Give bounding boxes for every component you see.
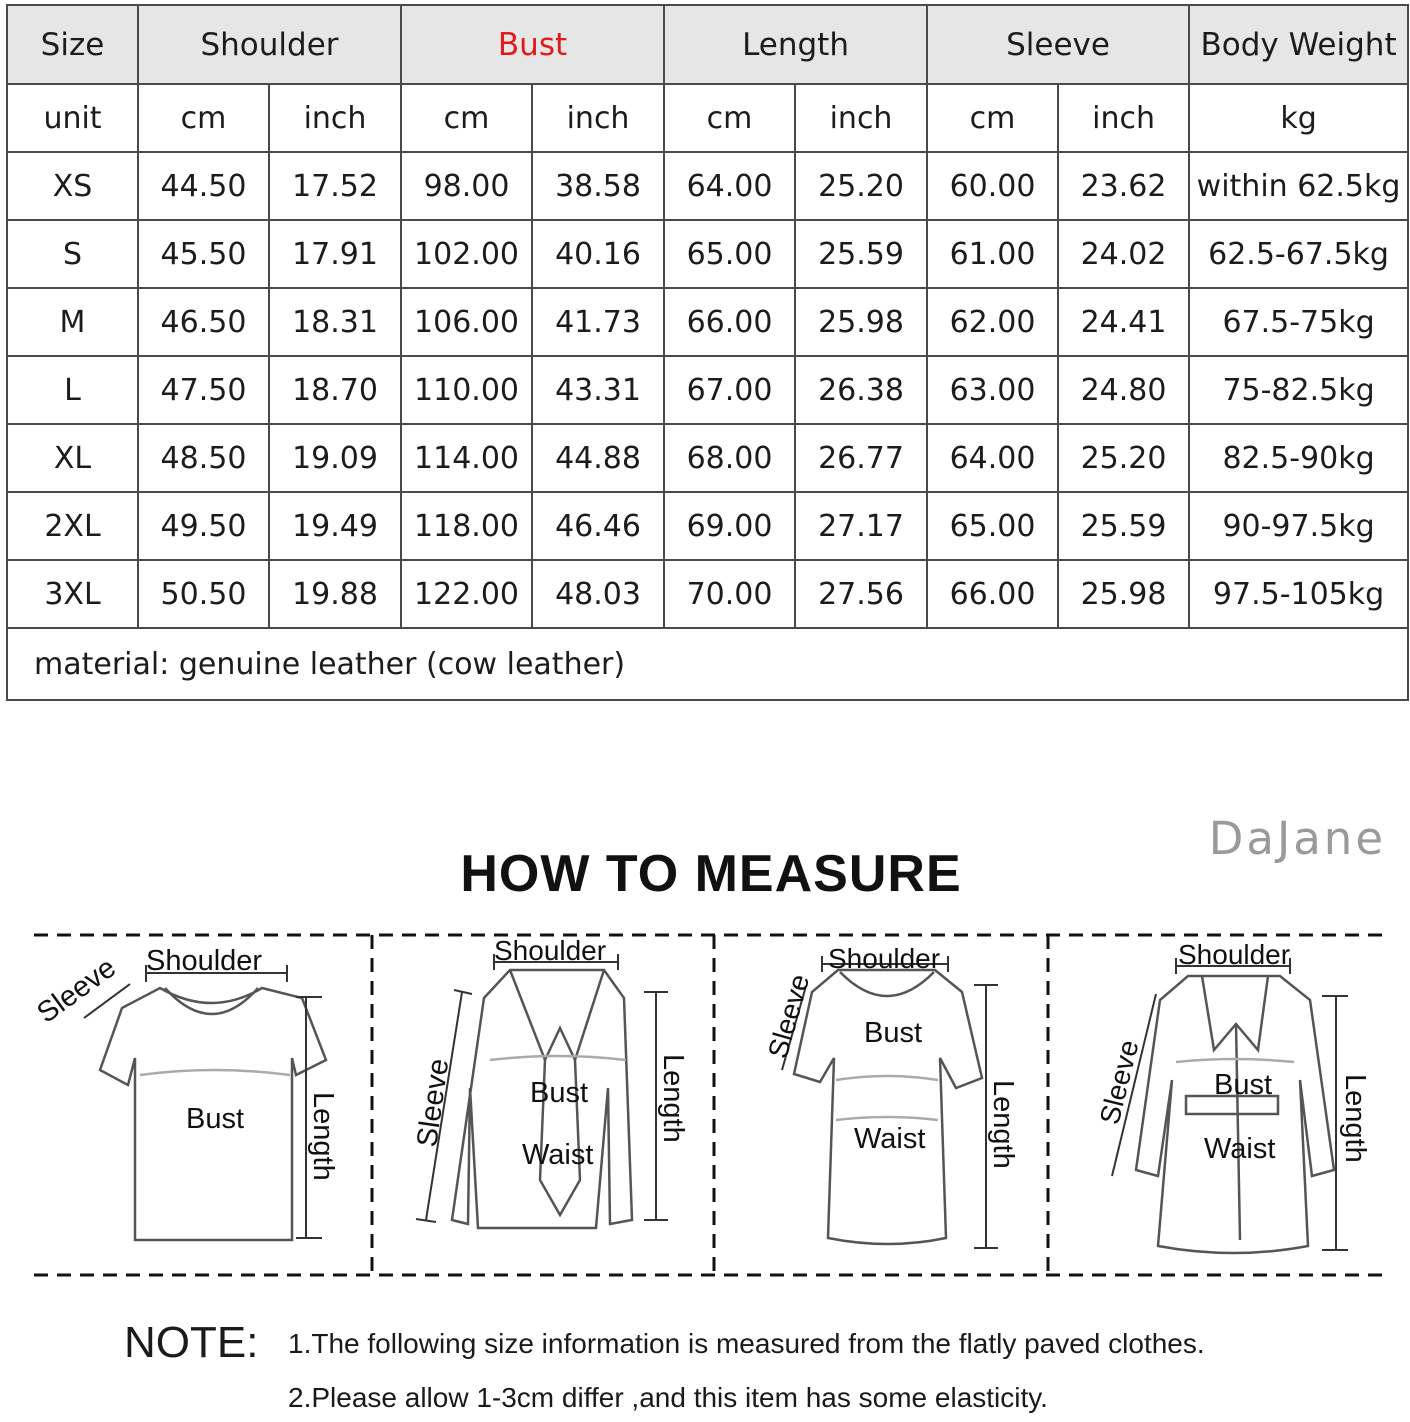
table-cell: 46.50 bbox=[138, 288, 269, 356]
table-cell: 63.00 bbox=[927, 356, 1058, 424]
coat-shoulder-label: Shoulder bbox=[1178, 939, 1291, 970]
unit-cell: inch bbox=[795, 84, 927, 152]
table-cell: 102.00 bbox=[401, 220, 532, 288]
table-cell: 50.50 bbox=[138, 560, 269, 628]
unit-cell: cm bbox=[138, 84, 269, 152]
note-label: NOTE: bbox=[124, 1318, 259, 1367]
table-row bbox=[7, 288, 1408, 356]
table-cell: 38.58 bbox=[532, 152, 664, 220]
table-cell: 62.00 bbox=[927, 288, 1058, 356]
coat-waist-label: Waist bbox=[1204, 1133, 1276, 1165]
unit-cell: cm bbox=[664, 84, 795, 152]
unit-cell: inch bbox=[532, 84, 664, 152]
table-cell: 110.00 bbox=[401, 356, 532, 424]
header-body-weight: Body Weight bbox=[1189, 5, 1408, 84]
dress-icon bbox=[794, 970, 982, 1244]
table-cell: 61.00 bbox=[927, 220, 1058, 288]
note-line-1: 1.The following size information is measured from the flatly paved clothes. bbox=[288, 1328, 1205, 1359]
table-cell: 46.46 bbox=[532, 492, 664, 560]
coat-sleeve-label: Sleeve bbox=[1093, 1036, 1145, 1128]
tshirt-measure-lines bbox=[84, 965, 322, 1238]
table-cell: 43.31 bbox=[532, 356, 664, 424]
header-size: Size bbox=[7, 5, 138, 84]
table-cell: 25.20 bbox=[1058, 424, 1189, 492]
table-row bbox=[7, 492, 1408, 560]
table-cell: 25.98 bbox=[795, 288, 927, 356]
table-cell: 64.00 bbox=[664, 152, 795, 220]
brand-watermark: DaJane bbox=[1208, 812, 1386, 865]
tshirt-length-label: Length bbox=[307, 1092, 339, 1181]
table-cell: 23.62 bbox=[1058, 152, 1189, 220]
table-cell: 49.50 bbox=[138, 492, 269, 560]
dress-shoulder-label: Shoulder bbox=[828, 943, 941, 974]
table-cell: 27.56 bbox=[795, 560, 927, 628]
coat-measure-lines bbox=[1112, 958, 1348, 1250]
material-row bbox=[7, 628, 1408, 700]
blazer-diagram bbox=[411, 935, 689, 1228]
units-row bbox=[7, 84, 1408, 152]
table-cell: 18.31 bbox=[269, 288, 401, 356]
table-cell: 17.91 bbox=[269, 220, 401, 288]
table-cell: 24.41 bbox=[1058, 288, 1189, 356]
table-cell: 62.5-67.5kg bbox=[1189, 220, 1408, 288]
table-cell: 65.00 bbox=[664, 220, 795, 288]
unit-cell: kg bbox=[1189, 84, 1408, 152]
table-cell: 68.00 bbox=[664, 424, 795, 492]
tshirt-bust-label: Bust bbox=[186, 1103, 245, 1135]
table-cell: 97.5-105kg bbox=[1189, 560, 1408, 628]
table-cell: 19.09 bbox=[269, 424, 401, 492]
blazer-shoulder-label: Shoulder bbox=[494, 935, 607, 966]
material-note: material: genuine leather (cow leather) bbox=[7, 628, 1408, 700]
measure-diagram bbox=[0, 920, 1410, 1290]
blazer-sleeve-label: Sleeve bbox=[411, 1056, 456, 1149]
table-cell: 26.38 bbox=[795, 356, 927, 424]
table-cell: 90-97.5kg bbox=[1189, 492, 1408, 560]
table-cell: S bbox=[7, 220, 138, 288]
table-cell: 66.00 bbox=[664, 288, 795, 356]
coat-diagram bbox=[1094, 939, 1371, 1253]
table-cell: 19.49 bbox=[269, 492, 401, 560]
table-cell: 24.80 bbox=[1058, 356, 1189, 424]
how-to-measure-title: HOW TO MEASURE bbox=[460, 845, 962, 903]
table-cell: 98.00 bbox=[401, 152, 532, 220]
table-cell: 41.73 bbox=[532, 288, 664, 356]
table-cell: 45.50 bbox=[138, 220, 269, 288]
unit-cell: cm bbox=[927, 84, 1058, 152]
table-cell: 66.00 bbox=[927, 560, 1058, 628]
coat-length-label: Length bbox=[1339, 1074, 1371, 1163]
table-cell: 27.17 bbox=[795, 492, 927, 560]
table-cell: 60.00 bbox=[927, 152, 1058, 220]
table-cell: 25.98 bbox=[1058, 560, 1189, 628]
coat-icon bbox=[1136, 976, 1334, 1253]
dress-measure-lines bbox=[782, 956, 998, 1248]
table-cell: 114.00 bbox=[401, 424, 532, 492]
dress-waist-label: Waist bbox=[854, 1123, 926, 1155]
table-row bbox=[7, 356, 1408, 424]
coat-bust-label: Bust bbox=[1214, 1069, 1273, 1101]
table-row bbox=[7, 424, 1408, 492]
dress-length-label: Length bbox=[987, 1080, 1019, 1169]
table-row bbox=[7, 220, 1408, 288]
table-cell: 47.50 bbox=[138, 356, 269, 424]
header-sleeve: Sleeve bbox=[927, 5, 1189, 84]
table-cell: 75-82.5kg bbox=[1189, 356, 1408, 424]
table-cell: 17.52 bbox=[269, 152, 401, 220]
table-cell: 118.00 bbox=[401, 492, 532, 560]
tshirt-diagram bbox=[31, 945, 339, 1240]
table-cell: within 62.5kg bbox=[1189, 152, 1408, 220]
table-cell: 40.16 bbox=[532, 220, 664, 288]
table-row bbox=[7, 152, 1408, 220]
table-cell: XS bbox=[7, 152, 138, 220]
unit-cell: inch bbox=[1058, 84, 1189, 152]
blazer-waist-label: Waist bbox=[522, 1139, 594, 1171]
table-cell: 25.59 bbox=[1058, 492, 1189, 560]
table-cell: 64.00 bbox=[927, 424, 1058, 492]
table-cell: XL bbox=[7, 424, 138, 492]
dress-sleeve-label: Sleeve bbox=[761, 970, 816, 1062]
table-cell: 70.00 bbox=[664, 560, 795, 628]
tshirt-sleeve-label: Sleeve bbox=[31, 951, 122, 1030]
table-cell: 48.50 bbox=[138, 424, 269, 492]
table-cell: 26.77 bbox=[795, 424, 927, 492]
table-cell: 25.20 bbox=[795, 152, 927, 220]
table-cell: 3XL bbox=[7, 560, 138, 628]
header-length: Length bbox=[664, 5, 927, 84]
table-cell: 67.00 bbox=[664, 356, 795, 424]
size-chart-table bbox=[6, 4, 1409, 701]
table-cell: 67.5-75kg bbox=[1189, 288, 1408, 356]
table-cell: 2XL bbox=[7, 492, 138, 560]
header-bust: Bust bbox=[401, 5, 664, 84]
table-cell: M bbox=[7, 288, 138, 356]
table-cell: 106.00 bbox=[401, 288, 532, 356]
tshirt-shoulder-label: Shoulder bbox=[146, 945, 263, 977]
table-cell: L bbox=[7, 356, 138, 424]
dress-bust-label: Bust bbox=[864, 1017, 923, 1049]
unit-cell: cm bbox=[401, 84, 532, 152]
blazer-length-label: Length bbox=[657, 1054, 689, 1143]
table-cell: 48.03 bbox=[532, 560, 664, 628]
table-cell: 24.02 bbox=[1058, 220, 1189, 288]
table-cell: 18.70 bbox=[269, 356, 401, 424]
header-row bbox=[7, 5, 1408, 84]
table-cell: 82.5-90kg bbox=[1189, 424, 1408, 492]
table-cell: 44.50 bbox=[138, 152, 269, 220]
header-shoulder: Shoulder bbox=[138, 5, 401, 84]
table-cell: 25.59 bbox=[795, 220, 927, 288]
dress-diagram bbox=[762, 943, 1019, 1248]
table-cell: 44.88 bbox=[532, 424, 664, 492]
unit-cell: inch bbox=[269, 84, 401, 152]
unit-cell: unit bbox=[7, 84, 138, 152]
blazer-bust-label: Bust bbox=[530, 1077, 589, 1109]
note-line-2: 2.Please allow 1-3cm differ ,and this item has some elasticity. bbox=[288, 1382, 1048, 1413]
table-row bbox=[7, 560, 1408, 628]
table-cell: 65.00 bbox=[927, 492, 1058, 560]
table-cell: 19.88 bbox=[269, 560, 401, 628]
table-cell: 69.00 bbox=[664, 492, 795, 560]
table-cell: 122.00 bbox=[401, 560, 532, 628]
